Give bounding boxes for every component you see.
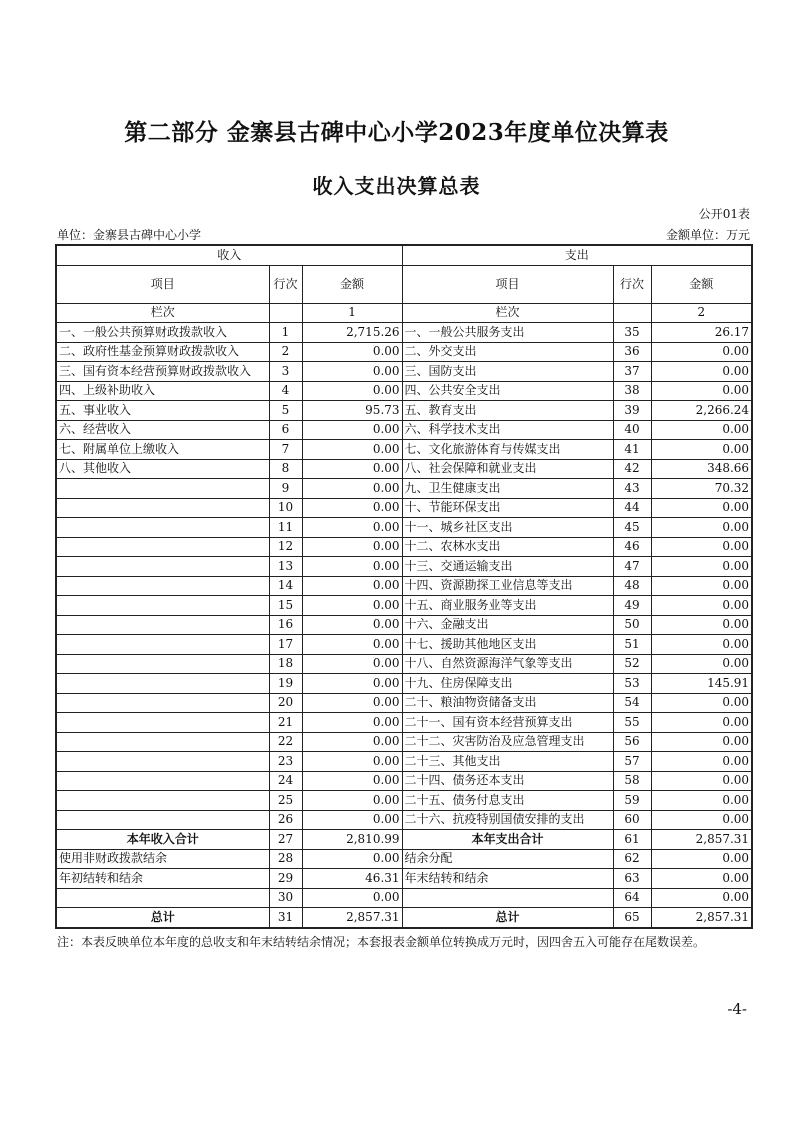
- expense-line-cell: 39: [613, 401, 651, 421]
- expense-amount-cell: 348.66: [651, 459, 752, 479]
- income-amount-cell: 0.00: [302, 557, 402, 577]
- expense-line-cell: 60: [613, 810, 651, 830]
- income-amount-cell: 0.00: [302, 615, 402, 635]
- income-item-cell: [56, 596, 269, 616]
- expense-line-cell: 65: [613, 908, 651, 928]
- footnote: 注：本表反映单位本年度的总收支和年末结转结余情况；本套报表金额单位转换成万元时，因四舍五入可能存在尾数误差。: [57, 935, 706, 949]
- expense-item-cell: 五、教育支出: [402, 401, 613, 421]
- table-row: [56, 752, 752, 772]
- income-line-cell: 13: [269, 557, 302, 577]
- expense-amount-cell: 0.00: [651, 791, 752, 811]
- expense-item-cell: 年末结转和结余: [402, 869, 613, 889]
- expense-item-cell: 十五、商业服务业等支出: [402, 596, 613, 616]
- expense-item-cell: 十六、金融支出: [402, 615, 613, 635]
- table-title: 收入支出决算总表: [312, 174, 481, 198]
- expense-amount-cell: 0.00: [651, 362, 752, 382]
- income-line-cell: 3: [269, 362, 302, 382]
- table-row: [56, 615, 752, 635]
- income-amount-cell: 46.31: [302, 869, 402, 889]
- expense-item-cell: [402, 888, 613, 908]
- form-number: 公开01表: [698, 207, 750, 221]
- expense-line-cell: 64: [613, 888, 651, 908]
- income-item-cell: [56, 732, 269, 752]
- income-item-cell: [56, 771, 269, 791]
- expense-amount-cell: 0.00: [651, 498, 752, 518]
- expense-line-cell: 37: [613, 362, 651, 382]
- expense-line-cell: 54: [613, 693, 651, 713]
- page-number: -4-: [727, 1000, 747, 1018]
- expense-item-cell: 本年支出合计: [402, 830, 613, 850]
- table-row: [56, 693, 752, 713]
- income-line-cell: 18: [269, 654, 302, 674]
- income-line-cell: 7: [269, 440, 302, 460]
- table-row: [56, 420, 752, 440]
- income-item-cell: 二、政府性基金预算财政拨款收入: [56, 342, 269, 362]
- income-line-cell: 2: [269, 342, 302, 362]
- expense-line-cell: 43: [613, 479, 651, 499]
- expense-amount-cell: 0.00: [651, 869, 752, 889]
- income-line-cell: 12: [269, 537, 302, 557]
- expense-amount-header: 金额: [651, 265, 752, 303]
- expense-item-cell: 四、公共安全支出: [402, 381, 613, 401]
- income-header: 收入: [56, 245, 402, 265]
- income-line-cell: 28: [269, 849, 302, 869]
- expense-item-cell: 十三、交通运输支出: [402, 557, 613, 577]
- income-item-header: 项目: [56, 265, 269, 303]
- expense-line-cell: 48: [613, 576, 651, 596]
- income-amount-cell: 0.00: [302, 693, 402, 713]
- income-amount-cell: 95.73: [302, 401, 402, 421]
- income-line-cell: 8: [269, 459, 302, 479]
- income-line-cell: 21: [269, 713, 302, 733]
- table-row: [56, 518, 752, 538]
- table-row: [56, 362, 752, 382]
- expense-line-cell: 42: [613, 459, 651, 479]
- income-line-cell: 11: [269, 518, 302, 538]
- income-item-cell: [56, 615, 269, 635]
- expense-amount-cell: 0.00: [651, 713, 752, 733]
- income-line-cell: 17: [269, 635, 302, 655]
- income-line-cell: 1: [269, 323, 302, 343]
- income-line-cell: 9: [269, 479, 302, 499]
- income-column-label: 栏次: [56, 303, 269, 323]
- income-amount-cell: 0.00: [302, 420, 402, 440]
- expense-amount-cell: 70.32: [651, 479, 752, 499]
- income-amount-cell: 0.00: [302, 849, 402, 869]
- income-item-cell: [56, 693, 269, 713]
- table-row: [56, 713, 752, 733]
- table-row: [56, 498, 752, 518]
- income-amount-cell: 2,715.26: [302, 323, 402, 343]
- expense-amount-cell: 0.00: [651, 752, 752, 772]
- income-line-cell: 16: [269, 615, 302, 635]
- expense-item-cell: 十四、资源勘探工业信息等支出: [402, 576, 613, 596]
- expense-amount-cell: 0.00: [651, 635, 752, 655]
- income-item-cell: 一、一般公共预算财政拨款收入: [56, 323, 269, 343]
- income-item-cell: [56, 537, 269, 557]
- expense-column-number: 2: [651, 303, 752, 323]
- expense-column-label: 栏次: [402, 303, 613, 323]
- expense-amount-cell: 145.91: [651, 674, 752, 694]
- income-line-cell: 29: [269, 869, 302, 889]
- table-row: [56, 537, 752, 557]
- expense-item-cell: 十一、城乡社区支出: [402, 518, 613, 538]
- table-header-row: [56, 245, 752, 265]
- income-amount-cell: 0.00: [302, 752, 402, 772]
- expense-line-cell: 57: [613, 752, 651, 772]
- table-row: [56, 557, 752, 577]
- income-line-cell: 31: [269, 908, 302, 928]
- table-row: [56, 830, 752, 850]
- expense-amount-cell: 0.00: [651, 381, 752, 401]
- expense-line-cell: 63: [613, 869, 651, 889]
- income-amount-cell: 0.00: [302, 498, 402, 518]
- income-amount-cell: 0.00: [302, 654, 402, 674]
- income-item-cell: 五、事业收入: [56, 401, 269, 421]
- income-amount-cell: 0.00: [302, 732, 402, 752]
- expense-amount-cell: 0.00: [651, 537, 752, 557]
- expense-amount-cell: 0.00: [651, 771, 752, 791]
- expense-line-cell: 36: [613, 342, 651, 362]
- expense-header: 支出: [402, 245, 752, 265]
- income-item-cell: [56, 791, 269, 811]
- income-amount-cell: 0.00: [302, 888, 402, 908]
- expense-item-cell: 二十五、债务付息支出: [402, 791, 613, 811]
- table-row: [56, 674, 752, 694]
- table-row: [56, 810, 752, 830]
- income-item-cell: [56, 498, 269, 518]
- expense-amount-cell: 2,857.31: [651, 908, 752, 928]
- expense-item-cell: 十、节能环保支出: [402, 498, 613, 518]
- income-amount-cell: 0.00: [302, 635, 402, 655]
- expense-line-cell: 47: [613, 557, 651, 577]
- income-item-cell: 使用非财政拨款结余: [56, 849, 269, 869]
- income-amount-cell: 0.00: [302, 791, 402, 811]
- income-amount-header: 金额: [302, 265, 402, 303]
- unit-label: 单位：金寨县古碑中心小学: [57, 228, 202, 242]
- income-line-cell: 25: [269, 791, 302, 811]
- table-row: [56, 849, 752, 869]
- table-row: [56, 596, 752, 616]
- expense-item-cell: 十八、自然资源海洋气象等支出: [402, 654, 613, 674]
- income-item-cell: [56, 674, 269, 694]
- expense-item-cell: 一、一般公共服务支出: [402, 323, 613, 343]
- income-line-cell: 22: [269, 732, 302, 752]
- expense-amount-cell: 2,857.31: [651, 830, 752, 850]
- page-title: 第二部分 金寨县古碑中心小学2023年度单位决算表: [124, 119, 669, 146]
- expense-amount-cell: 0.00: [651, 732, 752, 752]
- expense-amount-cell: 0.00: [651, 810, 752, 830]
- expense-line-cell: 49: [613, 596, 651, 616]
- expense-amount-cell: 0.00: [651, 440, 752, 460]
- income-line-cell: 30: [269, 888, 302, 908]
- income-item-cell: 八、其他收入: [56, 459, 269, 479]
- money-unit-label: 金额单位：万元: [665, 228, 750, 242]
- income-item-cell: 七、附属单位上缴收入: [56, 440, 269, 460]
- income-line-cell: 4: [269, 381, 302, 401]
- expense-line-cell: 51: [613, 635, 651, 655]
- table-row: [56, 888, 752, 908]
- expense-amount-cell: 26.17: [651, 323, 752, 343]
- expense-line-header: 行次: [613, 265, 651, 303]
- expense-item-cell: 二、外交支出: [402, 342, 613, 362]
- expense-item-cell: 八、社会保障和就业支出: [402, 459, 613, 479]
- income-item-cell: [56, 810, 269, 830]
- income-line-cell: 23: [269, 752, 302, 772]
- expense-amount-cell: 0.00: [651, 518, 752, 538]
- table-row: [56, 791, 752, 811]
- unit-line: [57, 226, 750, 242]
- income-item-cell: 总计: [56, 908, 269, 928]
- income-line-cell: 20: [269, 693, 302, 713]
- budget-table: [55, 244, 753, 929]
- expense-item-cell: 十九、住房保障支出: [402, 674, 613, 694]
- income-item-cell: 四、上级补助收入: [56, 381, 269, 401]
- expense-amount-cell: 0.00: [651, 342, 752, 362]
- expense-line-cell: 38: [613, 381, 651, 401]
- expense-item-header: 项目: [402, 265, 613, 303]
- table-row: [56, 908, 752, 928]
- table-row: [56, 342, 752, 362]
- expense-line-cell: 45: [613, 518, 651, 538]
- expense-item-cell: 七、文化旅游体育与传媒支出: [402, 440, 613, 460]
- expense-item-cell: 总计: [402, 908, 613, 928]
- expense-item-cell: 十七、援助其他地区支出: [402, 635, 613, 655]
- expense-line-cell: 58: [613, 771, 651, 791]
- income-amount-cell: 0.00: [302, 381, 402, 401]
- income-amount-cell: 0.00: [302, 810, 402, 830]
- expense-amount-cell: 0.00: [651, 615, 752, 635]
- income-item-cell: 三、国有资本经营预算财政拨款收入: [56, 362, 269, 382]
- income-line-header: 行次: [269, 265, 302, 303]
- income-column-number: 1: [302, 303, 402, 323]
- expense-amount-cell: 0.00: [651, 576, 752, 596]
- income-item-cell: 本年收入合计: [56, 830, 269, 850]
- expense-line-cell: 53: [613, 674, 651, 694]
- expense-line-cell: 62: [613, 849, 651, 869]
- table-row: [56, 771, 752, 791]
- expense-column-blank: [613, 303, 651, 323]
- income-amount-cell: 0.00: [302, 771, 402, 791]
- expense-line-cell: 50: [613, 615, 651, 635]
- expense-line-cell: 56: [613, 732, 651, 752]
- expense-line-cell: 40: [613, 420, 651, 440]
- income-amount-cell: 0.00: [302, 459, 402, 479]
- income-item-cell: [56, 654, 269, 674]
- income-item-cell: [56, 752, 269, 772]
- table-row: [56, 459, 752, 479]
- table-row: [56, 869, 752, 889]
- expense-line-cell: 46: [613, 537, 651, 557]
- table-row: [56, 654, 752, 674]
- table-row: [56, 440, 752, 460]
- table-row: [56, 732, 752, 752]
- expense-amount-cell: 0.00: [651, 557, 752, 577]
- income-amount-cell: 2,857.31: [302, 908, 402, 928]
- expense-line-cell: 55: [613, 713, 651, 733]
- income-line-cell: 26: [269, 810, 302, 830]
- income-line-cell: 14: [269, 576, 302, 596]
- expense-line-cell: 35: [613, 323, 651, 343]
- expense-line-cell: 41: [613, 440, 651, 460]
- expense-item-cell: 六、科学技术支出: [402, 420, 613, 440]
- table-row: [56, 635, 752, 655]
- expense-item-cell: 二十二、灾害防治及应急管理支出: [402, 732, 613, 752]
- expense-amount-cell: 2,266.24: [651, 401, 752, 421]
- income-amount-cell: 0.00: [302, 362, 402, 382]
- income-line-cell: 24: [269, 771, 302, 791]
- expense-amount-cell: 0.00: [651, 693, 752, 713]
- expense-amount-cell: 0.00: [651, 654, 752, 674]
- income-line-cell: 27: [269, 830, 302, 850]
- income-item-cell: [56, 479, 269, 499]
- income-amount-cell: 0.00: [302, 576, 402, 596]
- income-item-cell: 年初结转和结余: [56, 869, 269, 889]
- income-line-cell: 6: [269, 420, 302, 440]
- expense-item-cell: 二十三、其他支出: [402, 752, 613, 772]
- income-item-cell: [56, 713, 269, 733]
- income-item-cell: [56, 518, 269, 538]
- expense-amount-cell: 0.00: [651, 888, 752, 908]
- expense-amount-cell: 0.00: [651, 420, 752, 440]
- income-item-cell: [56, 576, 269, 596]
- income-item-cell: [56, 888, 269, 908]
- income-amount-cell: 0.00: [302, 440, 402, 460]
- expense-item-cell: 三、国防支出: [402, 362, 613, 382]
- expense-item-cell: 二十四、债务还本支出: [402, 771, 613, 791]
- column-number-row: [56, 303, 752, 323]
- income-line-cell: 10: [269, 498, 302, 518]
- table-row: [56, 479, 752, 499]
- expense-line-cell: 61: [613, 830, 651, 850]
- income-line-cell: 19: [269, 674, 302, 694]
- income-line-cell: 15: [269, 596, 302, 616]
- table-row: [56, 323, 752, 343]
- income-amount-cell: 0.00: [302, 518, 402, 538]
- income-amount-cell: 0.00: [302, 596, 402, 616]
- expense-item-cell: 二十六、抗疫特别国债安排的支出: [402, 810, 613, 830]
- expense-line-cell: 59: [613, 791, 651, 811]
- income-amount-cell: 0.00: [302, 342, 402, 362]
- expense-amount-cell: 0.00: [651, 596, 752, 616]
- expense-line-cell: 44: [613, 498, 651, 518]
- income-amount-cell: 0.00: [302, 674, 402, 694]
- expense-item-cell: 二十、粮油物资储备支出: [402, 693, 613, 713]
- table-row: [56, 401, 752, 421]
- income-amount-cell: 0.00: [302, 537, 402, 557]
- income-line-cell: 5: [269, 401, 302, 421]
- income-amount-cell: 0.00: [302, 713, 402, 733]
- income-column-blank: [269, 303, 302, 323]
- income-amount-cell: 2,810.99: [302, 830, 402, 850]
- income-item-cell: [56, 557, 269, 577]
- expense-item-cell: 结余分配: [402, 849, 613, 869]
- expense-line-cell: 52: [613, 654, 651, 674]
- table-row: [56, 576, 752, 596]
- expense-item-cell: 十二、农林水支出: [402, 537, 613, 557]
- table-row: [56, 381, 752, 401]
- income-item-cell: [56, 635, 269, 655]
- expense-item-cell: 九、卫生健康支出: [402, 479, 613, 499]
- income-amount-cell: 0.00: [302, 479, 402, 499]
- income-item-cell: 六、经营收入: [56, 420, 269, 440]
- expense-amount-cell: 0.00: [651, 849, 752, 869]
- table-subheader-row: [56, 265, 752, 303]
- expense-item-cell: 二十一、国有资本经营预算支出: [402, 713, 613, 733]
